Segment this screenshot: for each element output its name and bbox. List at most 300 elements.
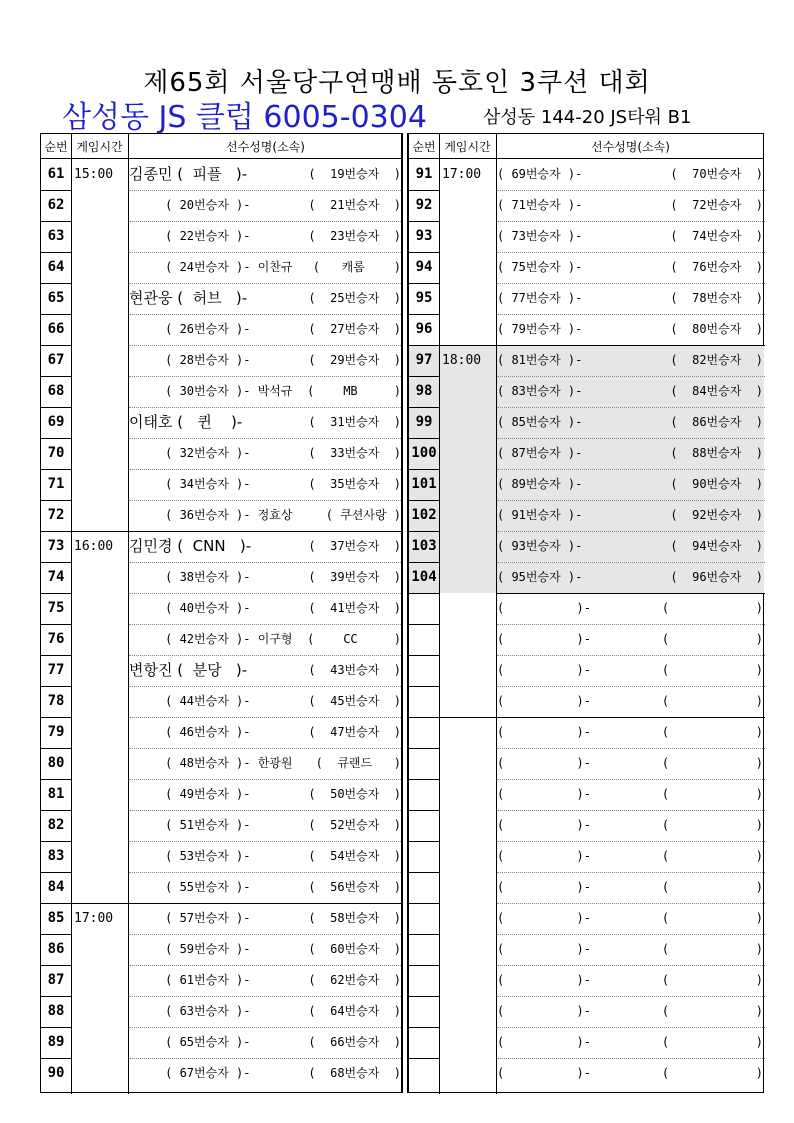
table-row — [41, 996, 401, 1027]
player-a: ( )- — [497, 942, 591, 956]
player-b: ( 88번승자 ) — [670, 446, 763, 460]
row-number: 93 — [409, 221, 439, 253]
game-time — [71, 500, 128, 532]
player-a: ( 93번승자 )- — [497, 539, 583, 553]
player-a: ( 79번승자 )- — [497, 322, 583, 336]
game-time — [439, 252, 496, 283]
row-number — [409, 686, 439, 718]
player-a: ( 61번승자 )- — [129, 973, 251, 987]
game-time — [439, 593, 496, 624]
player-a: ( )- — [497, 1004, 591, 1018]
right-col-line-2 — [496, 134, 497, 1094]
game-time — [439, 562, 496, 593]
player-a: ( )- — [497, 694, 591, 708]
row-number: 89 — [41, 1027, 71, 1059]
row-number: 70 — [41, 438, 71, 470]
table-row — [409, 314, 763, 345]
player-a: ( 85번승자 )- — [497, 415, 583, 429]
player-b: ( 쿠션사랑 ) — [325, 508, 401, 522]
row-number — [409, 717, 439, 749]
player-a: ( 51번승자 )- — [129, 818, 251, 832]
match-pair — [497, 438, 765, 470]
row-number: 102 — [409, 500, 439, 532]
match-pair — [129, 562, 403, 594]
game-time — [439, 624, 496, 655]
row-number: 85 — [41, 903, 71, 935]
player-b: ( 56번승자 ) — [308, 880, 401, 894]
match-pair — [129, 748, 403, 780]
table-row — [41, 624, 401, 655]
row-number: 82 — [41, 810, 71, 842]
row-number: 72 — [41, 500, 71, 532]
table-row — [409, 221, 763, 252]
table-row — [409, 779, 763, 810]
player-a: ( 46번승자 )- — [129, 725, 251, 739]
player-b: ( 58번승자 ) — [308, 911, 401, 925]
row-number — [409, 903, 439, 935]
row-number: 88 — [41, 996, 71, 1028]
table-row — [41, 655, 401, 686]
match-pair — [497, 655, 765, 687]
table-row — [41, 934, 401, 965]
player-a: ( 30번승자 )- 박석규 — [129, 384, 293, 398]
table-row — [41, 531, 401, 562]
player-a: ( )- — [497, 725, 591, 739]
table-row — [409, 810, 763, 841]
game-time — [71, 407, 128, 438]
player-a: ( 22번승자 )- — [129, 229, 251, 243]
match-pair — [497, 717, 765, 749]
match-pair — [497, 159, 765, 191]
row-number: 69 — [41, 407, 71, 439]
player-b: ( 43번승자 ) — [308, 663, 401, 677]
row-number: 79 — [41, 717, 71, 749]
row-number: 65 — [41, 283, 71, 315]
table-row — [41, 407, 401, 438]
row-number: 75 — [41, 593, 71, 625]
player-b: ( 19번승자 ) — [308, 167, 401, 181]
game-time — [439, 872, 496, 903]
player-b: ( 80번승자 ) — [670, 322, 763, 336]
row-number: 95 — [409, 283, 439, 315]
player-a: ( 73번승자 )- — [497, 229, 583, 243]
match-pair — [129, 438, 403, 470]
table-row — [41, 190, 401, 221]
player-b: ( 74번승자 ) — [670, 229, 763, 243]
player-b: ( 78번승자 ) — [670, 291, 763, 305]
match-pair — [497, 593, 765, 625]
row-number: 99 — [409, 407, 439, 439]
player-b: ( ) — [661, 1004, 763, 1018]
player-b: ( ) — [661, 787, 763, 801]
table-row — [41, 376, 401, 407]
match-pair — [129, 314, 403, 346]
row-number: 77 — [41, 655, 71, 687]
row-number: 63 — [41, 221, 71, 253]
player-b: ( 39번승자 ) — [308, 570, 401, 584]
table-row — [41, 314, 401, 345]
player-b: ( 27번승자 ) — [308, 322, 401, 336]
player-a: ( 71번승자 )- — [497, 198, 583, 212]
player-a: ( )- — [497, 849, 591, 863]
match-pair — [497, 283, 765, 315]
player-b: ( 84번승자 ) — [670, 384, 763, 398]
table-row — [409, 469, 763, 500]
match-pair — [129, 903, 403, 935]
player-b: ( ) — [661, 973, 763, 987]
game-time — [439, 1058, 496, 1089]
table-row — [409, 407, 763, 438]
row-number — [409, 1058, 439, 1089]
player-b: ( 66번승자 ) — [308, 1035, 401, 1049]
header-time: 게임시간 — [76, 140, 123, 154]
match-pair — [129, 593, 403, 625]
game-time — [439, 1027, 496, 1058]
table-row — [41, 1058, 401, 1089]
row-number: 74 — [41, 562, 71, 594]
player-b: ( 25번승자 ) — [308, 291, 401, 305]
table-row — [41, 717, 401, 748]
row-number: 98 — [409, 376, 439, 408]
table-row — [41, 779, 401, 810]
table-row — [41, 252, 401, 283]
player-b: ( 23번승자 ) — [308, 229, 401, 243]
row-number: 103 — [409, 531, 439, 563]
match-pair — [497, 934, 765, 966]
player-a: ( )- — [497, 973, 591, 987]
table-row — [41, 283, 401, 314]
match-pair — [497, 1058, 765, 1089]
left-col-line-2 — [128, 134, 129, 1094]
game-time: 17:00 — [74, 911, 114, 926]
player-b: ( 60번승자 ) — [308, 942, 401, 956]
match-pair — [497, 810, 765, 842]
match-pair — [497, 221, 765, 253]
player-a: ( 36번승자 )- 정효상 — [129, 508, 293, 522]
row-number: 104 — [409, 562, 439, 594]
match-pair — [497, 903, 765, 935]
player-a: ( 57번승자 )- — [129, 911, 251, 925]
match-pair — [129, 655, 403, 687]
match-pair — [497, 531, 765, 563]
game-time — [71, 221, 128, 252]
player-a: ( 49번승자 )- — [129, 787, 251, 801]
player-b: ( 33번승자 ) — [308, 446, 401, 460]
table-row — [409, 159, 763, 190]
match-pair — [497, 1027, 765, 1059]
match-pair — [497, 624, 765, 656]
game-time — [71, 190, 128, 221]
game-time — [71, 996, 128, 1027]
game-time — [71, 779, 128, 810]
match-pair — [129, 779, 403, 811]
game-time — [439, 376, 496, 407]
player-a: ( 95번승자 )- — [497, 570, 583, 584]
match-pair — [129, 531, 403, 563]
match-pair — [497, 748, 765, 780]
table-row — [41, 872, 401, 903]
player-b: ( CC ) — [307, 632, 401, 646]
match-pair — [129, 376, 403, 408]
table-row — [409, 996, 763, 1027]
match-pair — [497, 345, 765, 377]
match-pair — [129, 624, 403, 656]
player-a: 김종민 ( 피플 )- — [129, 165, 248, 183]
header-players: 선수성명(소속) — [226, 140, 305, 154]
game-time — [439, 996, 496, 1027]
table-row — [409, 934, 763, 965]
match-pair — [497, 562, 765, 594]
row-number: 94 — [409, 252, 439, 284]
row-number: 87 — [41, 965, 71, 997]
game-time: 16:00 — [74, 539, 114, 554]
header-no-right: 순번 — [412, 140, 436, 154]
game-time — [71, 1027, 128, 1058]
row-number: 100 — [409, 438, 439, 470]
game-time — [439, 500, 496, 531]
left-table — [40, 133, 402, 1093]
table-row — [409, 190, 763, 221]
match-pair — [497, 686, 765, 718]
table-row — [41, 345, 401, 376]
player-b: ( ) — [661, 632, 763, 646]
game-time — [71, 283, 128, 314]
table-row — [41, 562, 401, 593]
row-number — [409, 841, 439, 873]
row-number: 64 — [41, 252, 71, 284]
player-a: ( 65번승자 )- — [129, 1035, 251, 1049]
player-a: ( 42번승자 )- 이구형 — [129, 632, 293, 646]
row-number: 62 — [41, 190, 71, 222]
game-time — [71, 965, 128, 996]
table-row — [409, 624, 763, 655]
match-pair — [129, 872, 403, 904]
game-time — [71, 562, 128, 593]
table-row — [41, 221, 401, 252]
player-a: ( 91번승자 )- — [497, 508, 583, 522]
game-time — [71, 345, 128, 376]
player-a: ( 75번승자 )- — [497, 260, 583, 274]
player-b: ( ) — [661, 818, 763, 832]
row-number: 76 — [41, 624, 71, 656]
table-row — [41, 686, 401, 717]
player-b: ( 47번승자 ) — [308, 725, 401, 739]
table-row — [409, 655, 763, 686]
row-number: 96 — [409, 314, 439, 346]
match-pair — [497, 376, 765, 408]
player-a: ( )- — [497, 601, 591, 615]
game-time — [439, 686, 496, 718]
table-row — [41, 593, 401, 624]
player-b: ( 54번승자 ) — [308, 849, 401, 863]
match-pair — [129, 345, 403, 377]
table-row — [409, 748, 763, 779]
match-pair — [129, 469, 403, 501]
row-number — [409, 810, 439, 842]
page-title: 제65회 서울당구연맹배 동호인 3쿠션 대회 — [143, 68, 651, 98]
player-b: ( ) — [661, 663, 763, 677]
table-row — [41, 748, 401, 779]
game-time — [439, 841, 496, 872]
table-row — [409, 965, 763, 996]
game-time — [439, 748, 496, 779]
match-pair — [129, 996, 403, 1028]
row-number: 81 — [41, 779, 71, 811]
game-time — [71, 376, 128, 407]
row-number: 83 — [41, 841, 71, 873]
player-b: ( 큐랜드 ) — [315, 756, 401, 770]
player-b: ( ) — [661, 911, 763, 925]
game-time — [71, 252, 128, 283]
row-number — [409, 872, 439, 904]
game-time — [71, 469, 128, 500]
game-time — [439, 314, 496, 346]
player-a: ( 32번승자 )- — [129, 446, 251, 460]
table-row — [409, 531, 763, 562]
game-time — [71, 1058, 128, 1089]
player-a: ( )- — [497, 1066, 591, 1080]
game-time — [71, 314, 128, 345]
row-number — [409, 996, 439, 1028]
player-a: 현관웅 ( 허브 )- — [129, 289, 248, 307]
row-number: 78 — [41, 686, 71, 718]
game-time — [71, 717, 128, 748]
club-address: 삼성동 144-20 JS타워 B1 — [483, 107, 692, 128]
match-pair — [497, 469, 765, 501]
player-a: ( )- — [497, 663, 591, 677]
match-pair — [129, 283, 403, 315]
table-row — [409, 438, 763, 469]
game-time: 15:00 — [74, 167, 114, 182]
player-b: ( 50번승자 ) — [308, 787, 401, 801]
game-time — [439, 903, 496, 934]
row-number: 91 — [409, 159, 439, 191]
player-b: ( 68번승자 ) — [308, 1066, 401, 1080]
table-row — [41, 438, 401, 469]
left-header — [41, 134, 401, 159]
player-b: ( 45번승자 ) — [308, 694, 401, 708]
table-row — [409, 841, 763, 872]
table-row — [41, 903, 401, 934]
match-pair — [129, 686, 403, 718]
game-time — [439, 779, 496, 810]
match-pair — [129, 190, 403, 222]
match-pair — [129, 159, 403, 191]
table-row — [409, 562, 763, 593]
player-b: ( 94번승자 ) — [670, 539, 763, 553]
player-a: ( 20번승자 )- — [129, 198, 251, 212]
row-number — [409, 779, 439, 811]
match-pair — [497, 965, 765, 997]
game-time — [439, 655, 496, 686]
player-b: ( 90번승자 ) — [670, 477, 763, 491]
player-b: ( 21번승자 ) — [308, 198, 401, 212]
row-number: 73 — [41, 531, 71, 563]
player-b: ( ) — [661, 601, 763, 615]
player-a: ( 63번승자 )- — [129, 1004, 251, 1018]
match-pair — [129, 841, 403, 873]
table-row — [41, 1027, 401, 1058]
player-a: ( 89번승자 )- — [497, 477, 583, 491]
match-pair — [497, 500, 765, 532]
match-pair — [129, 500, 403, 532]
match-pair — [497, 872, 765, 904]
player-a: ( )- — [497, 1035, 591, 1049]
table-row — [409, 903, 763, 934]
player-a: ( 44번승자 )- — [129, 694, 251, 708]
game-time — [439, 717, 496, 748]
player-b: ( ) — [661, 694, 763, 708]
player-b: ( 37번승자 ) — [308, 539, 401, 553]
match-pair — [497, 314, 765, 346]
right-col-line-1 — [439, 134, 440, 1094]
match-pair — [129, 1058, 403, 1089]
player-a: ( 40번승자 )- — [129, 601, 251, 615]
row-number: 97 — [409, 345, 439, 377]
table-row — [409, 376, 763, 407]
table-row — [409, 1027, 763, 1058]
player-b: ( 64번승자 ) — [308, 1004, 401, 1018]
player-a: ( 67번승자 )- — [129, 1066, 251, 1080]
match-pair — [129, 252, 403, 284]
row-number — [409, 965, 439, 997]
player-a: 이태호 ( 퀸 )- — [129, 413, 243, 431]
match-pair — [497, 190, 765, 222]
match-pair — [497, 252, 765, 284]
table-row — [409, 872, 763, 903]
player-b: ( ) — [661, 756, 763, 770]
player-b: ( 76번승자 ) — [670, 260, 763, 274]
game-time: 18:00 — [442, 353, 482, 368]
game-time: 17:00 — [442, 167, 482, 182]
table-row — [409, 593, 763, 624]
left-col-line-1 — [71, 134, 72, 1094]
row-number: 92 — [409, 190, 439, 222]
player-a: 김민경 ( CNN )- — [129, 537, 252, 555]
player-b: ( ) — [661, 942, 763, 956]
table-row — [409, 345, 763, 376]
table-row — [41, 159, 401, 190]
player-a: 변항진 ( 분당 )- — [129, 661, 248, 679]
game-time — [71, 655, 128, 686]
player-b: ( 41번승자 ) — [308, 601, 401, 615]
table-row — [41, 500, 401, 531]
row-number: 80 — [41, 748, 71, 780]
header-players-right: 선수성명(소속) — [591, 140, 670, 154]
match-pair — [129, 717, 403, 749]
row-number — [409, 655, 439, 687]
table-row — [409, 500, 763, 531]
player-b: ( ) — [661, 1066, 763, 1080]
player-b: ( 35번승자 ) — [308, 477, 401, 491]
game-time — [71, 872, 128, 904]
match-pair — [129, 965, 403, 997]
game-time — [439, 965, 496, 996]
player-a: ( )- — [497, 632, 591, 646]
game-time — [71, 438, 128, 469]
table-row — [409, 252, 763, 283]
player-b: ( MB ) — [307, 384, 401, 398]
match-pair — [497, 407, 765, 439]
player-a: ( 28번승자 )- — [129, 353, 251, 367]
match-pair — [129, 1027, 403, 1059]
player-a: ( )- — [497, 911, 591, 925]
header-no: 순번 — [44, 140, 68, 154]
player-a: ( 26번승자 )- — [129, 322, 251, 336]
player-b: ( 29번승자 ) — [308, 353, 401, 367]
right-header — [409, 134, 763, 159]
player-a: ( 34번승자 )- — [129, 477, 251, 491]
